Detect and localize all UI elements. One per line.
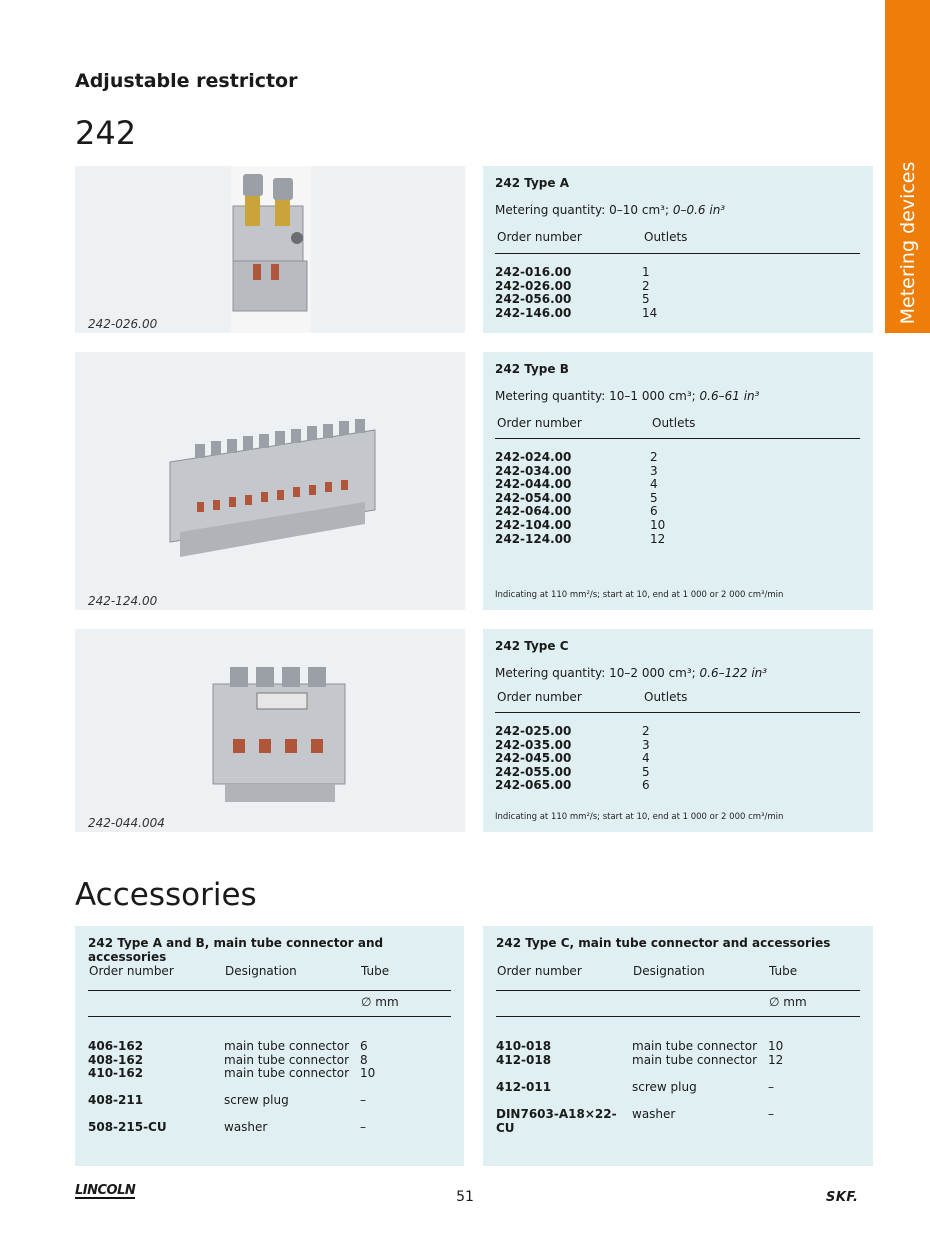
table-row: 410-162 main tube connector 10 — [88, 1066, 376, 1081]
product-image-panel-type-a — [75, 166, 465, 333]
panel-title: 242 Type A and B, main tube connector and accessories — [88, 936, 384, 964]
table-row: 242-104.00 10 — [495, 517, 666, 532]
table-row: 408-211 screw plug – — [88, 1093, 366, 1107]
col-order-number: Order number — [497, 230, 582, 244]
order-table — [495, 725, 650, 793]
panel-title: 242 Type C, main tube connector and accessories — [496, 936, 831, 950]
image-caption: 242-026.00 — [88, 317, 158, 331]
footnote: Indicating at 110 mm²/s; start at 10, end at 1 000 or 2 000 cm³/min — [495, 590, 784, 600]
table-row: 410-018 main tube connector 10 — [496, 1039, 784, 1053]
table-row: 242-056.00 5 — [495, 292, 650, 307]
image-caption: 242-044.004 — [88, 816, 165, 830]
page-title: 242 — [75, 114, 137, 152]
table-row: 508-215-CU washer – — [88, 1120, 366, 1134]
info-panel-type-c — [483, 629, 873, 832]
table-row: 242-064.00 6 — [495, 504, 658, 519]
table-rule — [88, 990, 451, 991]
table-row: 242-034.00 3 — [495, 463, 658, 478]
product-image-type-c — [75, 629, 465, 832]
accessories-panel-left — [75, 926, 464, 1166]
table-row: 242-045.00 4 — [495, 751, 650, 766]
info-panel-type-a — [483, 166, 873, 333]
col-order-number: Order number — [497, 964, 582, 978]
table-row: 242-024.00 2 — [495, 450, 658, 464]
metering-quantity: Metering quantity: 0–10 cm³; 0–0.6 in³ — [495, 203, 726, 217]
col-designation: Designation — [225, 964, 297, 978]
panel-title: 242 Type B — [495, 362, 569, 376]
side-tab — [885, 0, 930, 333]
table-row: 406-162 main tube connector 6 — [88, 1039, 368, 1053]
col-order-number: Order number — [89, 964, 174, 978]
section-subtitle: Adjustable restrictor — [75, 70, 298, 92]
col-designation: Designation — [633, 964, 705, 978]
product-image-type-b — [75, 352, 465, 610]
info-panel-type-b — [483, 352, 873, 610]
table-row: 412-011 screw plug – — [496, 1080, 774, 1094]
table-rule — [496, 1016, 860, 1017]
metering-quantity: Metering quantity: 10–2 000 cm³; 0.6–122 in³ — [495, 666, 768, 680]
table-row: 242-054.00 5 — [495, 490, 658, 505]
table-rule — [496, 990, 860, 991]
image-caption: 242-124.00 — [88, 594, 158, 608]
table-row: 242-026.00 2 — [495, 278, 650, 293]
col-outlets: Outlets — [644, 230, 688, 244]
tube-unit: ∅ mm — [361, 995, 399, 1009]
table-row: 242-016.00 1 — [495, 265, 650, 279]
product-image-panel-type-c — [75, 629, 465, 832]
table-row: 242-124.00 12 — [495, 531, 666, 546]
col-outlets: Outlets — [652, 416, 696, 430]
table-rule — [88, 1016, 451, 1017]
table-row: 412-018 main tube connector 12 — [496, 1052, 784, 1067]
table-rule — [495, 253, 860, 254]
product-image-type-a — [75, 166, 465, 333]
table-row: 242-035.00 3 — [495, 737, 650, 752]
product-image-panel-type-b — [75, 352, 465, 610]
table-rule — [495, 712, 860, 713]
accessories-panel-right — [483, 926, 873, 1166]
table-row: 242-044.00 4 — [495, 477, 658, 492]
footnote: Indicating at 110 mm²/s; start at 10, end at 1 000 or 2 000 cm³/min — [495, 812, 784, 822]
table-row: 242-146.00 14 — [495, 305, 658, 320]
order-table — [495, 266, 657, 320]
col-tube: Tube — [769, 964, 798, 978]
col-tube: Tube — [361, 964, 390, 978]
panel-title: 242 Type A — [495, 176, 570, 190]
table-rule — [495, 438, 860, 439]
table-row: DIN7603-A18×22-CU washer – — [496, 1107, 774, 1135]
tube-unit: ∅ mm — [769, 995, 807, 1009]
table-row: 242-055.00 5 — [495, 764, 650, 779]
table-row: 242-025.00 2 — [495, 724, 650, 738]
metering-quantity: Metering quantity: 10–1 000 cm³; 0.6–61 in³ — [495, 389, 760, 403]
lincoln-logo: LINCOLN — [75, 1183, 136, 1198]
accessories-title: Accessories — [75, 877, 257, 913]
panel-title: 242 Type C — [495, 639, 569, 653]
col-order-number: Order number — [497, 416, 582, 430]
side-tab-label: Metering devices — [896, 161, 919, 325]
page-number: 51 — [456, 1189, 474, 1205]
col-outlets: Outlets — [644, 690, 688, 704]
table-row: 242-065.00 6 — [495, 778, 650, 793]
col-order-number: Order number — [497, 690, 582, 704]
order-table — [495, 451, 665, 546]
table-row: 408-162 main tube connector 8 — [88, 1052, 368, 1067]
skf-logo: SKF. — [826, 1190, 859, 1205]
